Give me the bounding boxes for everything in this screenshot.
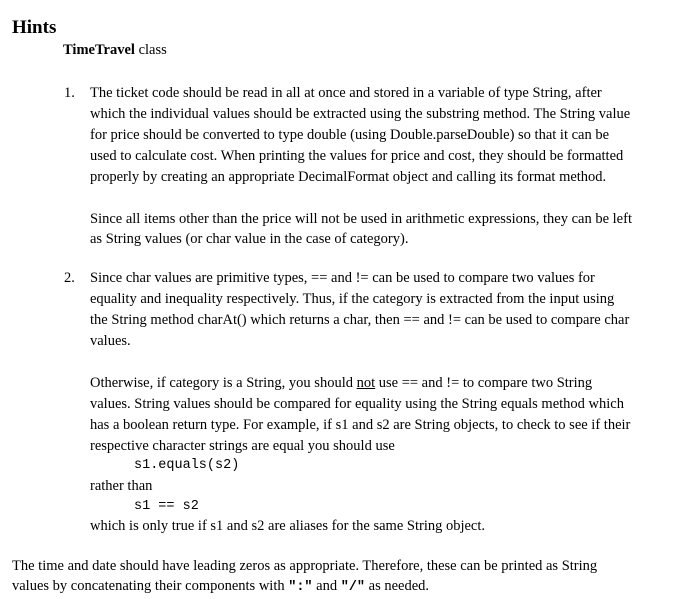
footer-text: and	[312, 578, 341, 594]
class-suffix: class	[134, 42, 167, 58]
item-1-line: which the individual values should be extracted using the substring method. The String value	[90, 106, 631, 122]
emphasis-not: not	[356, 375, 376, 391]
item-2-para2-text: use == and != to compare two String	[375, 375, 593, 391]
code-identity-example: s1 == s2	[134, 499, 199, 514]
item-1-para2-line: as String values (or char value in the case of category).	[90, 231, 409, 247]
code-equals-example: s1.equals(s2)	[134, 458, 240, 473]
item-1-line: The ticket code should be read in all at once and stored in a variable of type String, after	[90, 85, 602, 101]
class-name: TimeTravel	[63, 42, 135, 58]
page-heading: Hints	[12, 17, 57, 38]
item-2-para2-line: respective character strings are equal you should use	[90, 438, 395, 454]
item-2-para2-line: values. String values should be compared for equality using the String equals method which	[90, 396, 624, 412]
class-subheading	[63, 42, 167, 59]
item-2-para2-line	[90, 373, 592, 394]
footer-text: values by concatenating their components with	[12, 578, 289, 594]
item-1-line: used to calculate cost. When printing the values for price and cost, they should be formatted	[90, 148, 624, 164]
item-2-line: equality and inequality respectively. Thus, if the category is extracted from the input using	[90, 291, 615, 307]
footer-line	[12, 576, 429, 599]
item-2-number: 2.	[64, 270, 75, 286]
item-2-para2-text: Otherwise, if category is a String, you should	[90, 375, 357, 391]
item-1-para2-line: Since all items other than the price will not be used in arithmetic expressions, they can be left	[90, 211, 632, 227]
footer-text: as needed.	[365, 578, 430, 594]
colon-literal: ":"	[288, 580, 313, 595]
item-2-closing: which is only true if s1 and s2 are aliases for the same String object.	[90, 518, 486, 534]
item-2-line: the String method charAt() which returns a char, then == and != can be used to compare char	[90, 312, 630, 328]
item-1-line: for price should be converted to type double (using Double.parseDouble) so that it can be	[90, 127, 610, 143]
item-2-line: values.	[90, 333, 131, 349]
item-1-number: 1.	[64, 85, 75, 101]
slash-literal: "/"	[340, 580, 366, 595]
item-1-line: properly by creating an appropriate DecimalFormat object and calling its format method.	[90, 169, 607, 185]
rather-than-text: rather than	[90, 478, 153, 494]
item-2-para2-line: has a boolean return type. For example, if s1 and s2 are String objects, to check to see if their	[90, 417, 631, 433]
item-2-line: Since char values are primitive types, == and != can be used to compare two values for	[90, 270, 595, 286]
footer-line: The time and date should have leading zeros as appropriate. Therefore, these can be printed as String	[12, 558, 598, 574]
